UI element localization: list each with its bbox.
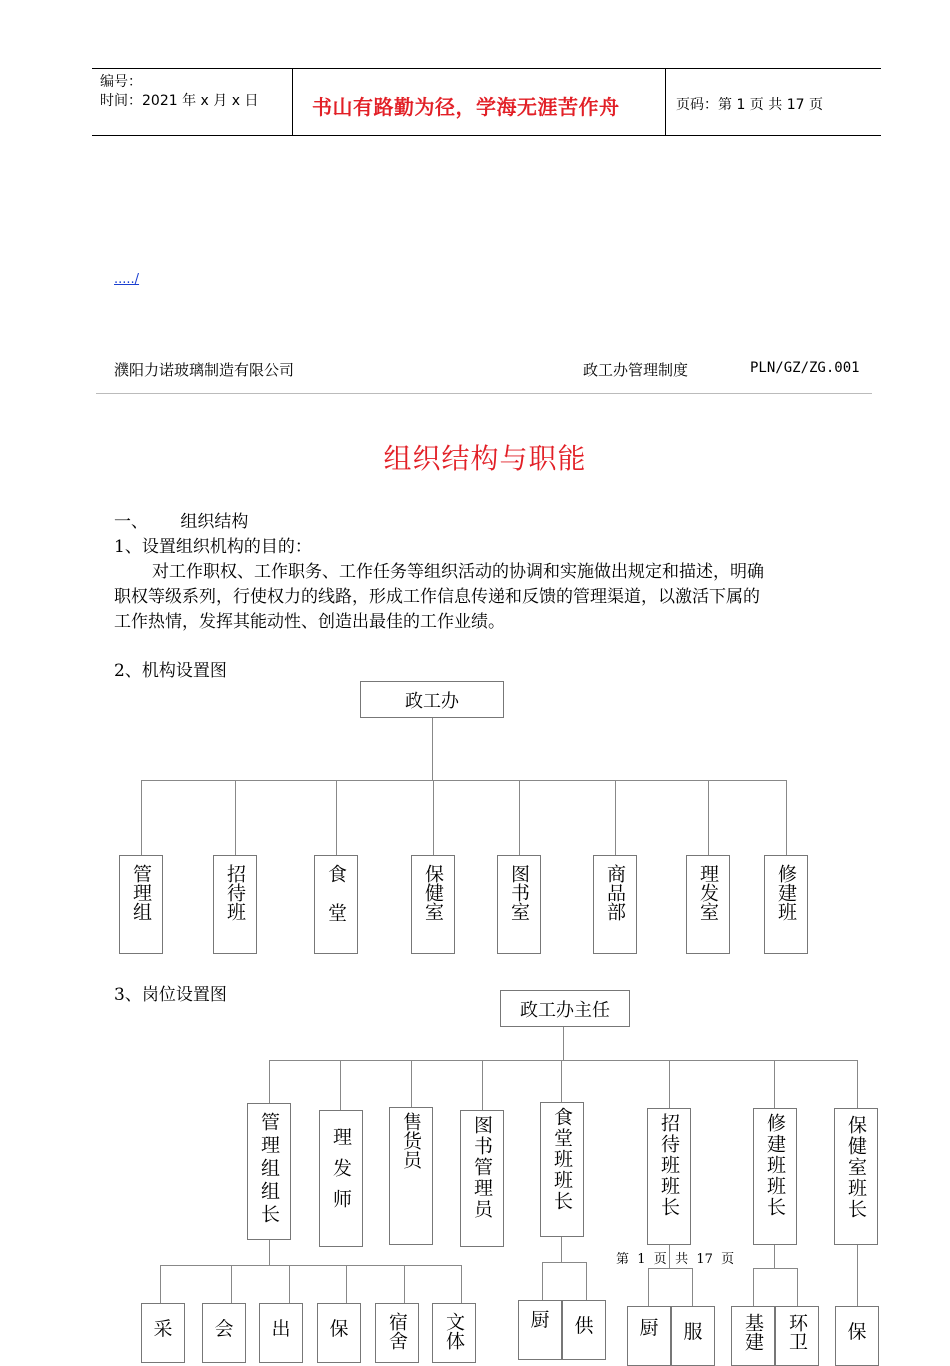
org-unit-box xyxy=(213,855,257,954)
doc-code: PLN/GZ/ZG.001 xyxy=(750,360,860,376)
post-box xyxy=(460,1110,504,1247)
canteen-sub-box xyxy=(562,1300,606,1360)
org-drop-8 xyxy=(786,780,787,855)
post-drop-8 xyxy=(857,1060,858,1108)
subheading-post-chart: 3、岗位设置图 xyxy=(114,985,227,1005)
org-drop-3 xyxy=(336,780,337,855)
reception-sub-label: 服 xyxy=(683,1321,703,1343)
canteen-sub-box xyxy=(518,1300,562,1360)
mgmt-sub-label: 出 xyxy=(271,1318,291,1340)
canteen-drop-1 xyxy=(542,1262,543,1300)
repair-sub-label: 基建 xyxy=(742,1313,764,1351)
org-root-connector xyxy=(432,718,433,780)
post-label: 保健室班长 xyxy=(845,1115,867,1220)
repair-sub-box xyxy=(731,1306,775,1366)
org-unit-box xyxy=(497,855,541,954)
post-branch-line xyxy=(269,1060,857,1061)
mgmt-drop-2 xyxy=(231,1265,232,1303)
footer-page-number: 第 1 页 共 17 页 xyxy=(616,1252,735,1267)
repair-sub-box xyxy=(775,1306,819,1366)
mgmt-sub-label: 会 xyxy=(214,1318,234,1340)
org-drop-4 xyxy=(433,780,434,855)
post-label: 管理组组长 xyxy=(258,1112,280,1227)
mgmt-drop-1 xyxy=(160,1265,161,1303)
repair-drop-1 xyxy=(753,1268,754,1306)
mgmt-sub-box xyxy=(141,1303,185,1363)
mgmt-drop-3 xyxy=(289,1265,290,1303)
post-drop-4 xyxy=(482,1060,483,1110)
org-root-box xyxy=(360,681,504,718)
reception-drop-1 xyxy=(648,1268,649,1306)
page-title: 组织结构与职能 xyxy=(383,442,587,475)
post-label: 招待班班长 xyxy=(658,1113,680,1218)
org-drop-6 xyxy=(615,780,616,855)
post-drop-2 xyxy=(340,1060,341,1110)
reception-drop-2 xyxy=(692,1268,693,1306)
org-unit-box xyxy=(593,855,637,954)
doc-category: 政工办管理制度 xyxy=(583,361,689,379)
reception-branch-line xyxy=(648,1268,692,1269)
repair-sub-label: 环卫 xyxy=(786,1313,808,1351)
canteen-drop-2 xyxy=(586,1262,587,1300)
org-drop-7 xyxy=(708,780,709,855)
post-box xyxy=(753,1108,797,1245)
post-drop-6 xyxy=(669,1060,670,1108)
org-unit-label: 修建班 xyxy=(775,864,797,921)
post-box xyxy=(319,1110,363,1247)
org-root-label: 政工办 xyxy=(405,690,459,712)
health-connector xyxy=(857,1245,858,1306)
org-unit-box xyxy=(764,855,808,954)
paragraph-line-3: 工作热情，发挥其能动性、创造出最佳的工作业绩。 xyxy=(114,612,505,632)
health-sub-box xyxy=(835,1306,879,1366)
header-bottom-rule xyxy=(92,135,881,136)
post-root-box xyxy=(500,990,630,1027)
reception-sub-box xyxy=(627,1306,671,1366)
org-unit-label: 管理组 xyxy=(130,864,152,921)
org-unit-label: 食堂 xyxy=(325,864,347,942)
reception-sub-box xyxy=(671,1306,715,1366)
health-sub-label: 保 xyxy=(847,1321,867,1343)
dots-link[interactable]: ...../ xyxy=(114,272,140,287)
mgmt-sub-box xyxy=(432,1303,476,1363)
org-unit-box xyxy=(314,855,358,954)
repair-connector xyxy=(774,1245,775,1268)
post-box xyxy=(647,1108,691,1245)
header-divider-2 xyxy=(665,68,666,136)
post-root-label: 政工办主任 xyxy=(520,999,610,1021)
mgmt-branch-line xyxy=(160,1265,462,1266)
header-motto: 书山有路勤为径，学海无涯苦作舟 xyxy=(312,95,620,119)
section-heading: 一、 组织结构 xyxy=(114,512,249,532)
org-unit-box xyxy=(686,855,730,954)
canteen-connector xyxy=(561,1237,562,1262)
org-unit-label: 招待班 xyxy=(224,864,246,921)
mgmt-sub-box xyxy=(375,1303,419,1363)
post-drop-7 xyxy=(774,1060,775,1108)
reception-sub-label: 厨 xyxy=(639,1317,659,1339)
canteen-sub-label: 供 xyxy=(574,1315,594,1337)
org-unit-label: 商品部 xyxy=(604,864,626,921)
mgmt-sub-label: 保 xyxy=(329,1318,349,1340)
post-label: 图书管理员 xyxy=(471,1115,493,1220)
post-box xyxy=(247,1103,291,1240)
canteen-sub-label: 厨 xyxy=(530,1309,550,1331)
mgmt-drop-6 xyxy=(461,1265,462,1303)
post-label: 修建班班长 xyxy=(764,1113,786,1218)
header-divider-1 xyxy=(292,68,293,136)
post-label: 售货员 xyxy=(400,1112,422,1169)
repair-drop-2 xyxy=(797,1268,798,1306)
org-drop-5 xyxy=(519,780,520,855)
post-label: 食堂班班长 xyxy=(551,1107,573,1212)
org-unit-label: 保健室 xyxy=(422,864,444,921)
post-drop-1 xyxy=(269,1060,270,1103)
header-number-label: 编号： xyxy=(100,74,142,90)
org-unit-label: 理发室 xyxy=(697,864,719,921)
mgmt-sub-box xyxy=(202,1303,246,1363)
header-page-label: 页码：第 1 页 共 17 页 xyxy=(676,97,823,113)
post-box xyxy=(834,1108,878,1245)
mgmt-sub-box xyxy=(259,1303,303,1363)
org-unit-box xyxy=(119,855,163,954)
company-name: 濮阳力诺玻璃制造有限公司 xyxy=(114,361,295,379)
canteen-branch-line xyxy=(542,1262,586,1263)
mgmt-sub-label: 文体 xyxy=(443,1312,465,1350)
header-time-label: 时间：2021 年 x 月 x 日 xyxy=(100,93,259,109)
paragraph-line-1: 对工作职权、工作职务、工作任务等组织活动的协调和实施做出规定和描述，明确 xyxy=(152,562,764,582)
subheading-purpose: 1、设置组织机构的目的： xyxy=(114,537,312,557)
post-box xyxy=(389,1107,433,1245)
post-root-connector xyxy=(563,1027,564,1060)
repair-branch-line xyxy=(753,1268,797,1269)
org-unit-box xyxy=(411,855,455,954)
mgmt-sub-label: 采 xyxy=(153,1318,173,1340)
post-label: 理发师 xyxy=(330,1127,352,1220)
mgmt-drop-5 xyxy=(404,1265,405,1303)
header-top-rule xyxy=(92,68,881,69)
post-drop-5 xyxy=(561,1060,562,1102)
org-drop-1 xyxy=(141,780,142,855)
mgmt-drop-4 xyxy=(346,1265,347,1303)
mgmt-sub-box xyxy=(317,1303,361,1363)
doc-header-rule xyxy=(96,393,872,394)
org-drop-2 xyxy=(235,780,236,855)
org-unit-label: 图书室 xyxy=(508,864,530,921)
post-box xyxy=(540,1102,584,1237)
post-drop-3 xyxy=(411,1060,412,1107)
reception-connector xyxy=(669,1245,670,1268)
org-branch-line xyxy=(141,780,787,781)
mgmt-sub-label: 宿舍 xyxy=(386,1312,408,1350)
mgmt-connector xyxy=(269,1240,270,1265)
paragraph-line-2: 职权等级系列，行使权力的线路，形成工作信息传递和反馈的管理渠道，以激活下属的 xyxy=(114,587,760,607)
subheading-org-chart: 2、机构设置图 xyxy=(114,661,227,681)
